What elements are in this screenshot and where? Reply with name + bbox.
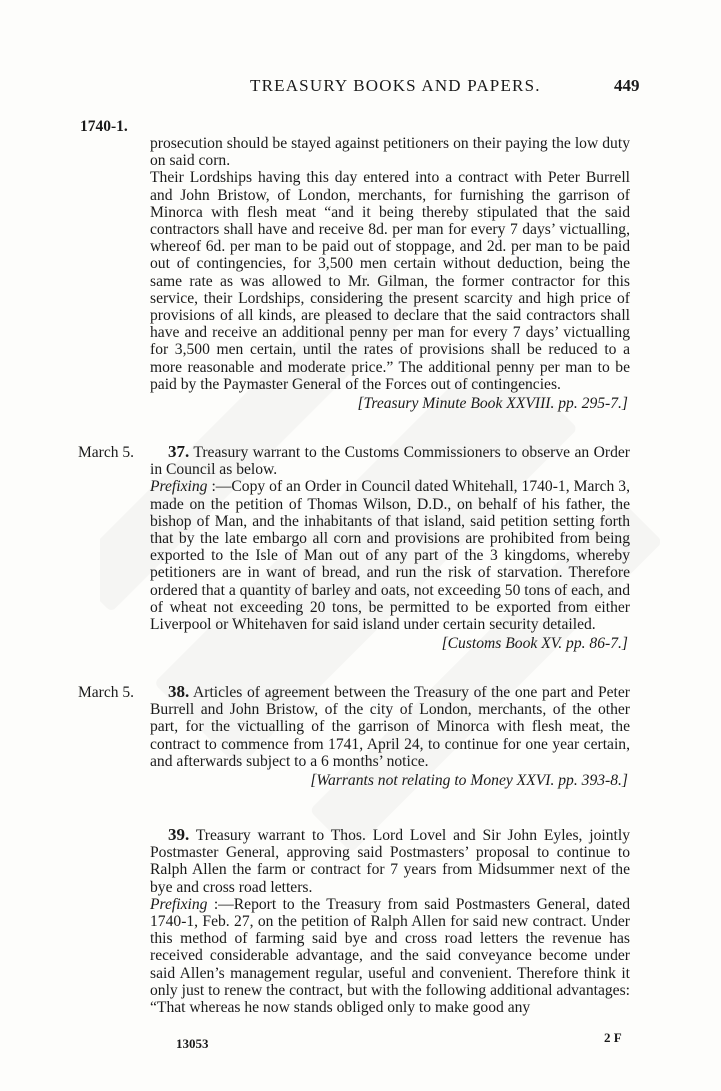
prefixing-paragraph: Prefixing :—Report to the Treasury from said Postmasters General, dated 1740-1, Feb. 27, on the petition of Ralph Allen for said new contract. Under this method of farming said bye and cross road letters the revenue has received considerable advantage, and the said conveyance become under said Allen’s management regular, useful and convenient. Therefore think it only just to renew the contract, but with the following additional advantages: “That whereas he now stands obliged only to make good any (150, 895, 630, 1017)
entry-37 (150, 443, 630, 652)
entry-number: 38. (168, 682, 190, 701)
prefixing-paragraph: Prefixing :—Copy of an Order in Council dated Whitehall, 1740-1, March 3, made on the petition of Thomas Wilson, D.D., on behalf of his father, the bishop of Man, and the inhabitants of that island, said petition setting forth that by the late embargo all corn and provisions are prohibited from being exported to the Isle of Man out of any part of the 3 kingdoms, whereby petitioners are in want of bread, and run the risk of starvation. Therefore ordered that a quantity of barley and oats, not exceeding 50 tons of each, and of wheat not exceeding 20 tons, be permitted to be exported from either Liverpool or Whitehaven for said island under certain security detailed. (150, 478, 630, 634)
entry-heading: 39. Treasury warrant to Thos. Lord Lovel and Sir John Eyles, jointly Postmaster General, approving said Postmasters’ proposal to continue to Ralph Allen the farm or contract for 7 years from Midsummer next of the bye and cross road letters. (150, 825, 630, 896)
source-citation: [Treasury Minute Book XXVIII. pp. 295-7.] (357, 395, 628, 413)
entry-38 (150, 683, 630, 789)
entry-number: 39. (168, 825, 190, 844)
entry-heading: 37. Treasury warrant to the Customs Commissioners to observe an Order in Council as below. (150, 442, 630, 479)
source-citation: [Customs Book XV. pp. 86-7.] (441, 635, 628, 653)
source-citation: [Warrants not relating to Money XXVI. pp. 393-8.] (310, 772, 628, 790)
page-number: 449 (614, 76, 640, 95)
entry-39 (150, 826, 630, 1016)
margin-year: 1740-1. (80, 118, 128, 135)
paragraph-minorca-contract: Their Lordships having this day entered into a contract with Peter Burrell and John Bristow, of London, merchants, for furnishing the garrison of Minorca with flesh meat “and it being thereby stipulated that the said contractors shall have and receive 8d. per man for every 7 days’ victualling, whereof 6d. per man to be paid out of stoppage, and 2d. per man to be paid out of contingencies, for 3,500 men certain without deduction, being the same rate as was allowed to Mr. Gilman, the former contractor for this service, their Lordships, considering the present scarcity and high price of provisions of all kinds, are pleased to declare that the said contractors shall have and receive an additional penny per man for every 7 days’ victualling for 3,500 men certain, until the rates of provisions shall be reduced to a more reasonable and moderate price.” The additional penny per man to be paid by the Paymaster General of the Forces out of contingencies. (150, 169, 630, 393)
margin-date: March 5. (78, 684, 134, 701)
paragraph-continuation: prosecution should be stayed against petitioners on their paying the low duty on said corn. (150, 135, 630, 170)
entry-heading: 38. Articles of agreement between the Treasury of the one part and Peter Burrell and John Bristow, of the city of London, merchants, of the other part, for the victualling of the garrison of Minorca with flesh meat, the contract to commence from 1741, April 24, to continue for one year certain, and afterwards subject to a 6 months’ notice. (150, 682, 630, 770)
footer-signature-mark: 13053 (176, 1036, 209, 1051)
footer-gathering-mark: 2 F (604, 1030, 622, 1045)
running-title: TREASURY BOOKS AND PAPERS. (250, 76, 541, 95)
margin-date: March 5. (78, 444, 134, 461)
text-block-top (150, 135, 630, 412)
entry-number: 37. (168, 442, 190, 461)
